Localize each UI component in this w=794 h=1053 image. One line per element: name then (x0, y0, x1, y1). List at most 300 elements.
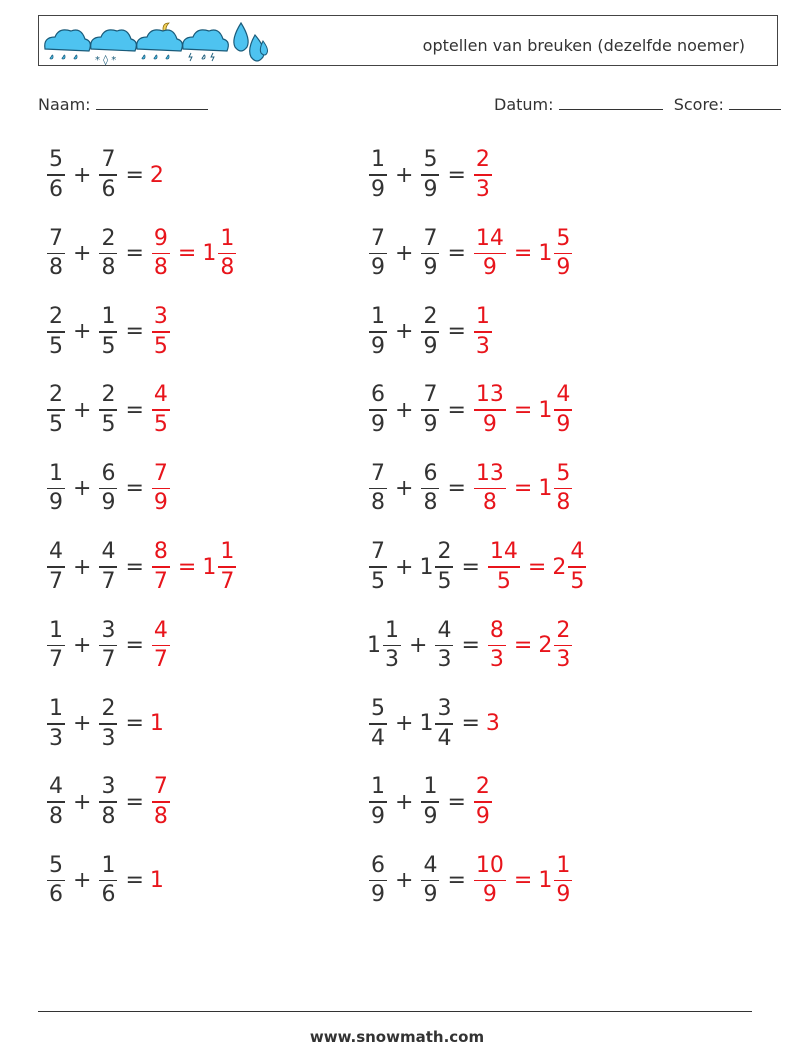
answer-term (470, 306, 496, 358)
addend-b-fraction-bar (435, 645, 453, 647)
addend-a-denominator: 3 (49, 725, 63, 751)
addend-a-fraction-bar (369, 331, 387, 333)
equals-sign: = (125, 397, 144, 423)
addend-a-fraction-bar (47, 409, 65, 411)
answer-fraction (554, 460, 572, 516)
addend-a-term (365, 698, 391, 750)
addend-a-numerator: 7 (371, 539, 385, 565)
problem-row (43, 615, 174, 675)
addend-a-fraction (47, 149, 65, 201)
answer-fraction (152, 306, 170, 358)
addend-b-fraction-bar (421, 880, 439, 882)
addend-b-term (95, 852, 121, 908)
answer-term (470, 460, 510, 516)
plus-sign: + (73, 632, 92, 658)
addend-b-fraction (99, 384, 117, 436)
addend-b-numerator: 2 (437, 539, 452, 565)
answer-term (148, 711, 162, 736)
addend-a-fraction (369, 225, 387, 281)
answer-denominator: 7 (153, 568, 168, 594)
answer-equals-sign: = (513, 240, 533, 266)
answer (148, 225, 240, 281)
addend-a-term (43, 776, 69, 828)
plus-sign: + (73, 789, 92, 815)
answer-denominator: 5 (153, 411, 168, 437)
addend-a-numerator: 1 (371, 304, 385, 330)
answer (148, 460, 174, 516)
addend-b-term (417, 541, 457, 593)
addend-a-fraction (47, 384, 65, 436)
addend-a-fraction-bar (369, 880, 387, 882)
addend-b-fraction (99, 698, 117, 750)
addend-b-denominator: 3 (437, 647, 452, 673)
addend-b-fraction-bar (421, 409, 439, 411)
addend-b-numerator: 6 (423, 460, 438, 486)
name-blank[interactable] (96, 93, 208, 110)
addend-b-fraction-bar (99, 566, 117, 568)
answer-fraction-bar (218, 566, 236, 568)
addend-b-fraction-bar (99, 723, 117, 725)
plus-sign: + (395, 476, 414, 502)
addend-a-denominator: 7 (49, 647, 63, 673)
addend-a-term (43, 384, 69, 436)
addend-b-fraction (99, 149, 117, 201)
answer-fraction-bar (554, 253, 572, 255)
addend-b-numerator: 2 (101, 382, 116, 408)
addend-a-numerator: 4 (49, 539, 63, 565)
addend-b-denominator: 3 (101, 725, 116, 751)
equals-sign: = (447, 397, 466, 423)
answer-equals-sign: = (177, 554, 197, 580)
answer-denominator: 5 (570, 568, 585, 594)
addend-a-term (365, 384, 391, 436)
answer-term (148, 384, 174, 436)
addend-b-whole: 1 (419, 554, 434, 580)
score-blank[interactable] (729, 93, 781, 110)
answer-fraction (554, 617, 572, 673)
answer-numerator: 7 (153, 460, 168, 486)
equals-sign: = (461, 711, 480, 737)
answer-fraction-bar (152, 488, 170, 490)
problem-row (43, 380, 174, 440)
plus-sign: + (73, 554, 92, 580)
name-label: Naam: (38, 95, 91, 114)
answer-denominator: 9 (482, 255, 497, 281)
answer-fraction (488, 541, 520, 593)
equals-sign: = (125, 554, 144, 580)
answer-fraction-bar (152, 331, 170, 333)
date-label: Datum: (494, 95, 554, 114)
addend-a-fraction-bar (47, 253, 65, 255)
addend-a-fraction (369, 306, 387, 358)
worksheet-header (38, 15, 778, 66)
answer-numerator: 2 (475, 774, 490, 800)
addend-a-term (365, 225, 391, 281)
answer-fraction (474, 460, 506, 516)
addend-a-fraction-bar (369, 488, 387, 490)
answer-term (148, 460, 174, 516)
addend-b-numerator: 4 (423, 852, 438, 878)
answer-term (470, 852, 510, 908)
addend-a-fraction-bar (369, 409, 387, 411)
plus-sign: + (395, 319, 414, 345)
addend-a-fraction (369, 776, 387, 828)
answer-whole: 1 (538, 240, 553, 266)
addend-a-numerator: 5 (49, 147, 63, 173)
addend-b-fraction-bar (421, 488, 439, 490)
equals-sign: = (447, 476, 466, 502)
answer-fraction-bar (554, 645, 572, 647)
answer-numerator: 10 (475, 852, 504, 878)
answer-fraction-bar (152, 253, 170, 255)
addend-a-fraction (369, 698, 387, 750)
addend-a-term (43, 306, 69, 358)
problem-row (365, 694, 498, 754)
addend-a-fraction (369, 541, 387, 593)
equals-sign: = (447, 240, 466, 266)
addend-b-denominator: 9 (423, 882, 438, 908)
problem-row (43, 459, 174, 519)
equals-sign: = (125, 868, 144, 894)
answer-denominator: 5 (496, 568, 511, 594)
plus-sign: + (73, 711, 92, 737)
answer-fraction-bar (152, 566, 170, 568)
addend-a-fraction (369, 384, 387, 436)
addend-a-denominator: 9 (49, 490, 63, 516)
addend-a-fraction (383, 617, 401, 673)
addend-a-fraction (369, 852, 387, 908)
equals-sign: = (125, 240, 144, 266)
addend-a-fraction-bar (369, 723, 387, 725)
addend-b-denominator: 8 (101, 255, 116, 281)
answer-denominator: 3 (489, 647, 504, 673)
answer-denominator: 3 (475, 176, 490, 202)
addend-b-denominator: 5 (101, 333, 116, 359)
answer-term (536, 384, 576, 436)
answer-term (470, 384, 510, 436)
answer-whole: 1 (538, 397, 553, 423)
answer-fraction-bar (568, 566, 586, 568)
problem-row (43, 694, 162, 754)
answer-fraction (474, 852, 506, 908)
addend-b-fraction (435, 698, 453, 750)
answer-fraction (554, 384, 572, 436)
answer-term (484, 541, 524, 593)
addend-a-fraction-bar (47, 880, 65, 882)
answer-term (148, 163, 162, 188)
addend-a-fraction (369, 460, 387, 516)
addend-a-numerator: 1 (371, 147, 385, 173)
answer-fraction (474, 225, 506, 281)
addend-b-denominator: 7 (101, 568, 116, 594)
answer (470, 776, 496, 828)
answer-fraction-bar (474, 409, 506, 411)
answer-equals-sign: = (177, 240, 197, 266)
addend-a-term (365, 541, 391, 593)
plus-sign: + (395, 162, 414, 188)
answer (148, 306, 174, 358)
addend-b-fraction-bar (435, 566, 453, 568)
addend-b-fraction-bar (99, 253, 117, 255)
addend-b-denominator: 9 (101, 490, 116, 516)
addend-b-denominator: 6 (101, 176, 116, 202)
problem-row (365, 459, 576, 519)
addend-b-denominator: 5 (437, 568, 452, 594)
answer-term (536, 460, 576, 516)
addend-b-fraction-bar (99, 801, 117, 803)
date-score-fields (494, 93, 781, 114)
answer-numerator: 3 (153, 304, 168, 330)
answer-fraction (474, 776, 492, 828)
answer-numerator: 1 (556, 852, 571, 878)
addend-b-whole: 1 (419, 711, 434, 737)
plus-sign: + (395, 240, 414, 266)
answer-fraction (152, 617, 170, 673)
name-field (38, 93, 208, 114)
addend-a-term (365, 617, 405, 673)
addend-a-fraction (47, 776, 65, 828)
addend-a-fraction (47, 306, 65, 358)
addend-b-term (95, 149, 121, 201)
answer-fraction-bar (152, 645, 170, 647)
addend-b-numerator: 3 (101, 774, 116, 800)
addend-a-fraction-bar (47, 645, 65, 647)
addend-b-fraction (435, 541, 453, 593)
equals-sign: = (447, 319, 466, 345)
addend-a-fraction-bar (47, 801, 65, 803)
addend-a-term (43, 149, 69, 201)
addend-b-term (95, 384, 121, 436)
answer-numerator: 8 (153, 539, 168, 565)
addend-a-numerator: 1 (49, 460, 63, 486)
answer-numerator: 1 (475, 304, 490, 330)
addend-a-denominator: 5 (49, 411, 63, 437)
addend-a-numerator: 1 (385, 617, 399, 643)
addend-a-fraction (47, 698, 65, 750)
addend-a-denominator: 9 (371, 333, 385, 359)
answer-numerator: 14 (489, 539, 518, 565)
answer-term (148, 541, 174, 593)
plus-sign: + (73, 476, 92, 502)
addend-a-denominator: 9 (371, 803, 385, 829)
answer-whole: 2 (149, 162, 164, 188)
addend-b-fraction (99, 306, 117, 358)
addend-b-fraction (421, 460, 439, 516)
answer (148, 776, 174, 828)
addend-b-fraction-bar (421, 253, 439, 255)
answer (470, 306, 496, 358)
addend-b-numerator: 3 (101, 617, 116, 643)
answer-fraction (152, 541, 170, 593)
addend-b-numerator: 6 (101, 460, 116, 486)
answer-fraction (218, 541, 236, 593)
answer-term (148, 617, 174, 673)
answer-numerator: 13 (475, 382, 504, 408)
addend-b-denominator: 4 (437, 725, 452, 751)
addend-a-fraction-bar (369, 801, 387, 803)
addend-b-term (95, 698, 121, 750)
addend-b-numerator: 5 (423, 147, 438, 173)
answer (148, 617, 174, 673)
addend-b-numerator: 1 (423, 774, 438, 800)
addend-b-denominator: 8 (101, 803, 116, 829)
addend-a-numerator: 1 (371, 774, 385, 800)
answer-denominator: 9 (153, 490, 168, 516)
answer (470, 384, 576, 436)
answer-fraction (568, 541, 586, 593)
answer-numerator: 5 (556, 460, 571, 486)
answer-fraction-bar (474, 331, 492, 333)
addend-a-numerator: 1 (49, 617, 63, 643)
answer-equals-sign: = (513, 632, 533, 658)
addend-b-numerator: 2 (101, 696, 116, 722)
addend-b-fraction (421, 776, 439, 828)
addend-b-fraction (421, 225, 439, 281)
answer-denominator: 7 (220, 568, 235, 594)
answer-denominator: 9 (556, 255, 571, 281)
answer-fraction-bar (488, 645, 506, 647)
answer-whole: 3 (485, 711, 500, 737)
addend-a-fraction-bar (47, 566, 65, 568)
addend-b-fraction-bar (421, 331, 439, 333)
answer-term (148, 306, 174, 358)
water-drops-icon (234, 23, 268, 61)
answer (148, 163, 162, 188)
plus-sign: + (73, 319, 92, 345)
addend-a-denominator: 8 (371, 490, 385, 516)
problem-row (365, 302, 496, 362)
answer-numerator: 1 (220, 225, 235, 251)
answer-whole: 1 (149, 868, 164, 894)
addend-a-denominator: 3 (385, 647, 399, 673)
answer (148, 711, 162, 736)
addend-a-denominator: 9 (371, 255, 385, 281)
answer-whole: 1 (149, 711, 164, 737)
answer-fraction (488, 617, 506, 673)
addend-a-denominator: 6 (49, 176, 63, 202)
addend-a-denominator: 5 (371, 568, 385, 594)
addend-a-fraction (47, 460, 65, 516)
answer-denominator: 8 (556, 490, 571, 516)
answer-equals-sign: = (513, 397, 533, 423)
answer-denominator: 8 (220, 255, 235, 281)
answer-fraction-bar (554, 488, 572, 490)
equals-sign: = (125, 711, 144, 737)
answer-fraction-bar (474, 253, 506, 255)
addend-b-term (95, 225, 121, 281)
answer-denominator: 5 (153, 333, 168, 359)
footer-divider (38, 1011, 752, 1012)
addend-a-fraction-bar (383, 645, 401, 647)
answer-fraction (474, 306, 492, 358)
addend-a-fraction-bar (47, 331, 65, 333)
addend-a-fraction-bar (369, 174, 387, 176)
addend-b-term (417, 852, 443, 908)
addend-a-denominator: 9 (371, 882, 385, 908)
plus-sign: + (395, 711, 414, 737)
answer-fraction (152, 460, 170, 516)
answer-whole: 1 (202, 554, 217, 580)
equals-sign: = (125, 162, 144, 188)
answer-fraction (218, 225, 236, 281)
addend-a-numerator: 6 (371, 382, 385, 408)
addend-b-term (417, 698, 457, 750)
addend-b-term (417, 384, 443, 436)
addend-b-term (417, 306, 443, 358)
equals-sign: = (461, 632, 480, 658)
answer-fraction (554, 852, 572, 908)
answer-fraction-bar (474, 488, 506, 490)
answer-numerator: 5 (556, 225, 571, 251)
answer-denominator: 9 (556, 882, 571, 908)
addend-b-fraction (421, 149, 439, 201)
answer-fraction (152, 225, 170, 281)
answer-term (484, 711, 498, 736)
addend-b-fraction (99, 852, 117, 908)
rain-cloud-icon (45, 30, 91, 59)
addend-a-denominator: 9 (371, 411, 385, 437)
plus-sign: + (409, 632, 428, 658)
addend-a-numerator: 7 (371, 460, 385, 486)
addend-a-fraction-bar (47, 723, 65, 725)
answer-whole: 1 (538, 476, 553, 502)
addend-b-fraction (435, 617, 453, 673)
addend-b-denominator: 6 (101, 882, 116, 908)
answer-numerator: 2 (475, 147, 490, 173)
answer-numerator: 2 (556, 617, 571, 643)
addend-a-numerator: 7 (49, 225, 63, 251)
answer-whole: 2 (538, 632, 553, 658)
answer-fraction-bar (554, 409, 572, 411)
addend-b-denominator: 9 (423, 411, 438, 437)
problem-row (365, 223, 576, 283)
addend-b-fraction-bar (421, 801, 439, 803)
worksheet-title: optellen van breuken (dezelfde noemer) (422, 36, 745, 55)
addend-a-whole: 1 (367, 632, 381, 658)
answer-term (148, 225, 174, 281)
answer-whole: 2 (552, 554, 567, 580)
addend-b-fraction (421, 852, 439, 908)
answer-denominator: 7 (153, 647, 168, 673)
addend-a-term (43, 617, 69, 673)
answer-fraction-bar (152, 409, 170, 411)
addend-b-numerator: 3 (437, 696, 452, 722)
answer-term (470, 225, 510, 281)
addend-a-denominator: 8 (49, 255, 63, 281)
addend-a-term (365, 149, 391, 201)
answer-whole: 1 (202, 240, 217, 266)
addend-b-term (95, 306, 121, 358)
addend-b-fraction-bar (99, 331, 117, 333)
plus-sign: + (395, 554, 414, 580)
answer (470, 149, 496, 201)
addend-a-fraction (369, 149, 387, 201)
equals-sign: = (125, 789, 144, 815)
equals-sign: = (447, 162, 466, 188)
score-label: Score: (673, 95, 724, 114)
addend-b-term (95, 617, 121, 673)
answer (470, 852, 576, 908)
addend-a-term (365, 852, 391, 908)
addend-b-term (95, 776, 121, 828)
problem-row (43, 302, 174, 362)
date-blank[interactable] (559, 93, 663, 110)
answer-equals-sign: = (513, 868, 533, 894)
addend-b-denominator: 7 (101, 647, 116, 673)
problem-row (43, 772, 174, 832)
answer (484, 617, 576, 673)
plus-sign: + (395, 789, 414, 815)
